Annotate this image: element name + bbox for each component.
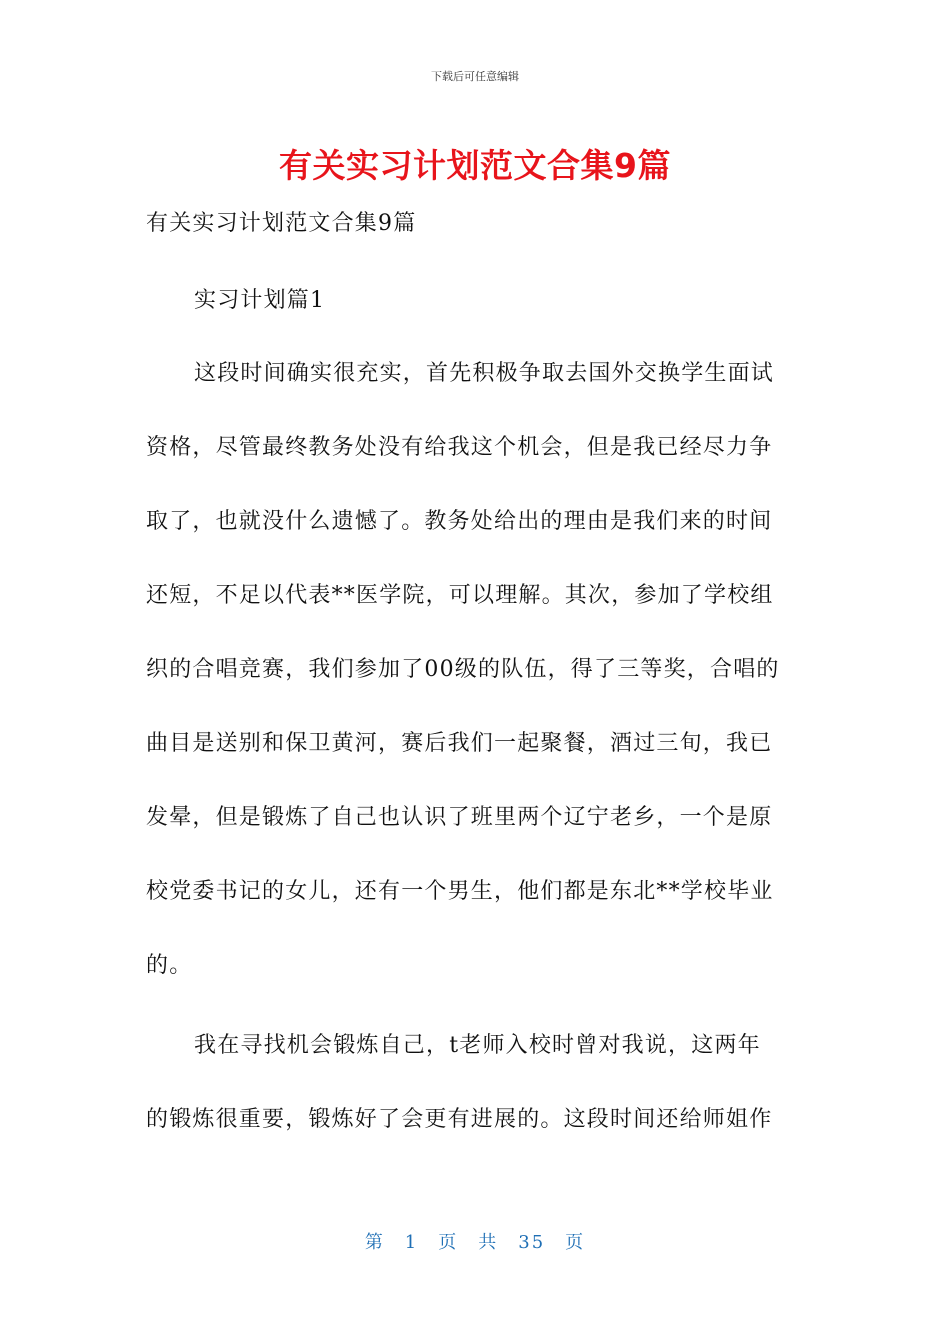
paragraph-line: 校党委书记的女儿，还有一个男生，他们都是东北**学校毕业 (146, 879, 774, 904)
subtitle-text: 有关实习计划范文合集9篇 (146, 211, 417, 236)
paragraph-line: 的。 (146, 953, 193, 978)
header-note: 下载后可任意编辑 (431, 70, 519, 83)
paragraph-line: 织的合唱竞赛，我们参加了00级的队伍，得了三等奖，合唱的 (146, 657, 780, 682)
paragraph-line: 的锻炼很重要，锻炼好了会更有进展的。这段时间还给师姐作 (146, 1107, 773, 1132)
paragraph-line: 曲目是送别和保卫黄河，赛后我们一起聚餐，酒过三旬，我已 (146, 731, 773, 756)
paragraph-line: 这段时间确实很充实，首先积极争取去国外交换学生面试 (194, 361, 775, 386)
paragraph-line: 我在寻找机会锻炼自己，t老师入校时曾对我说，这两年 (194, 1033, 761, 1058)
paragraph-line: 资格，尽管最终教务处没有给我这个机会，但是我已经尽力争 (146, 435, 773, 460)
paragraph-line: 还短，不足以代表**医学院，可以理解。其次，参加了学校组 (146, 583, 774, 608)
paragraph-line: 取了，也就没什么遗憾了。教务处给出的理由是我们来的时间 (146, 509, 773, 534)
document-title: 有关实习计划范文合集9篇 (279, 146, 671, 185)
page-number-footer: 第 1 页 共 35 页 (364, 1232, 586, 1253)
section-heading-text: 实习计划篇1 (194, 288, 326, 313)
paragraph-line: 发晕，但是锻炼了自己也认识了班里两个辽宁老乡，一个是原 (146, 805, 773, 830)
